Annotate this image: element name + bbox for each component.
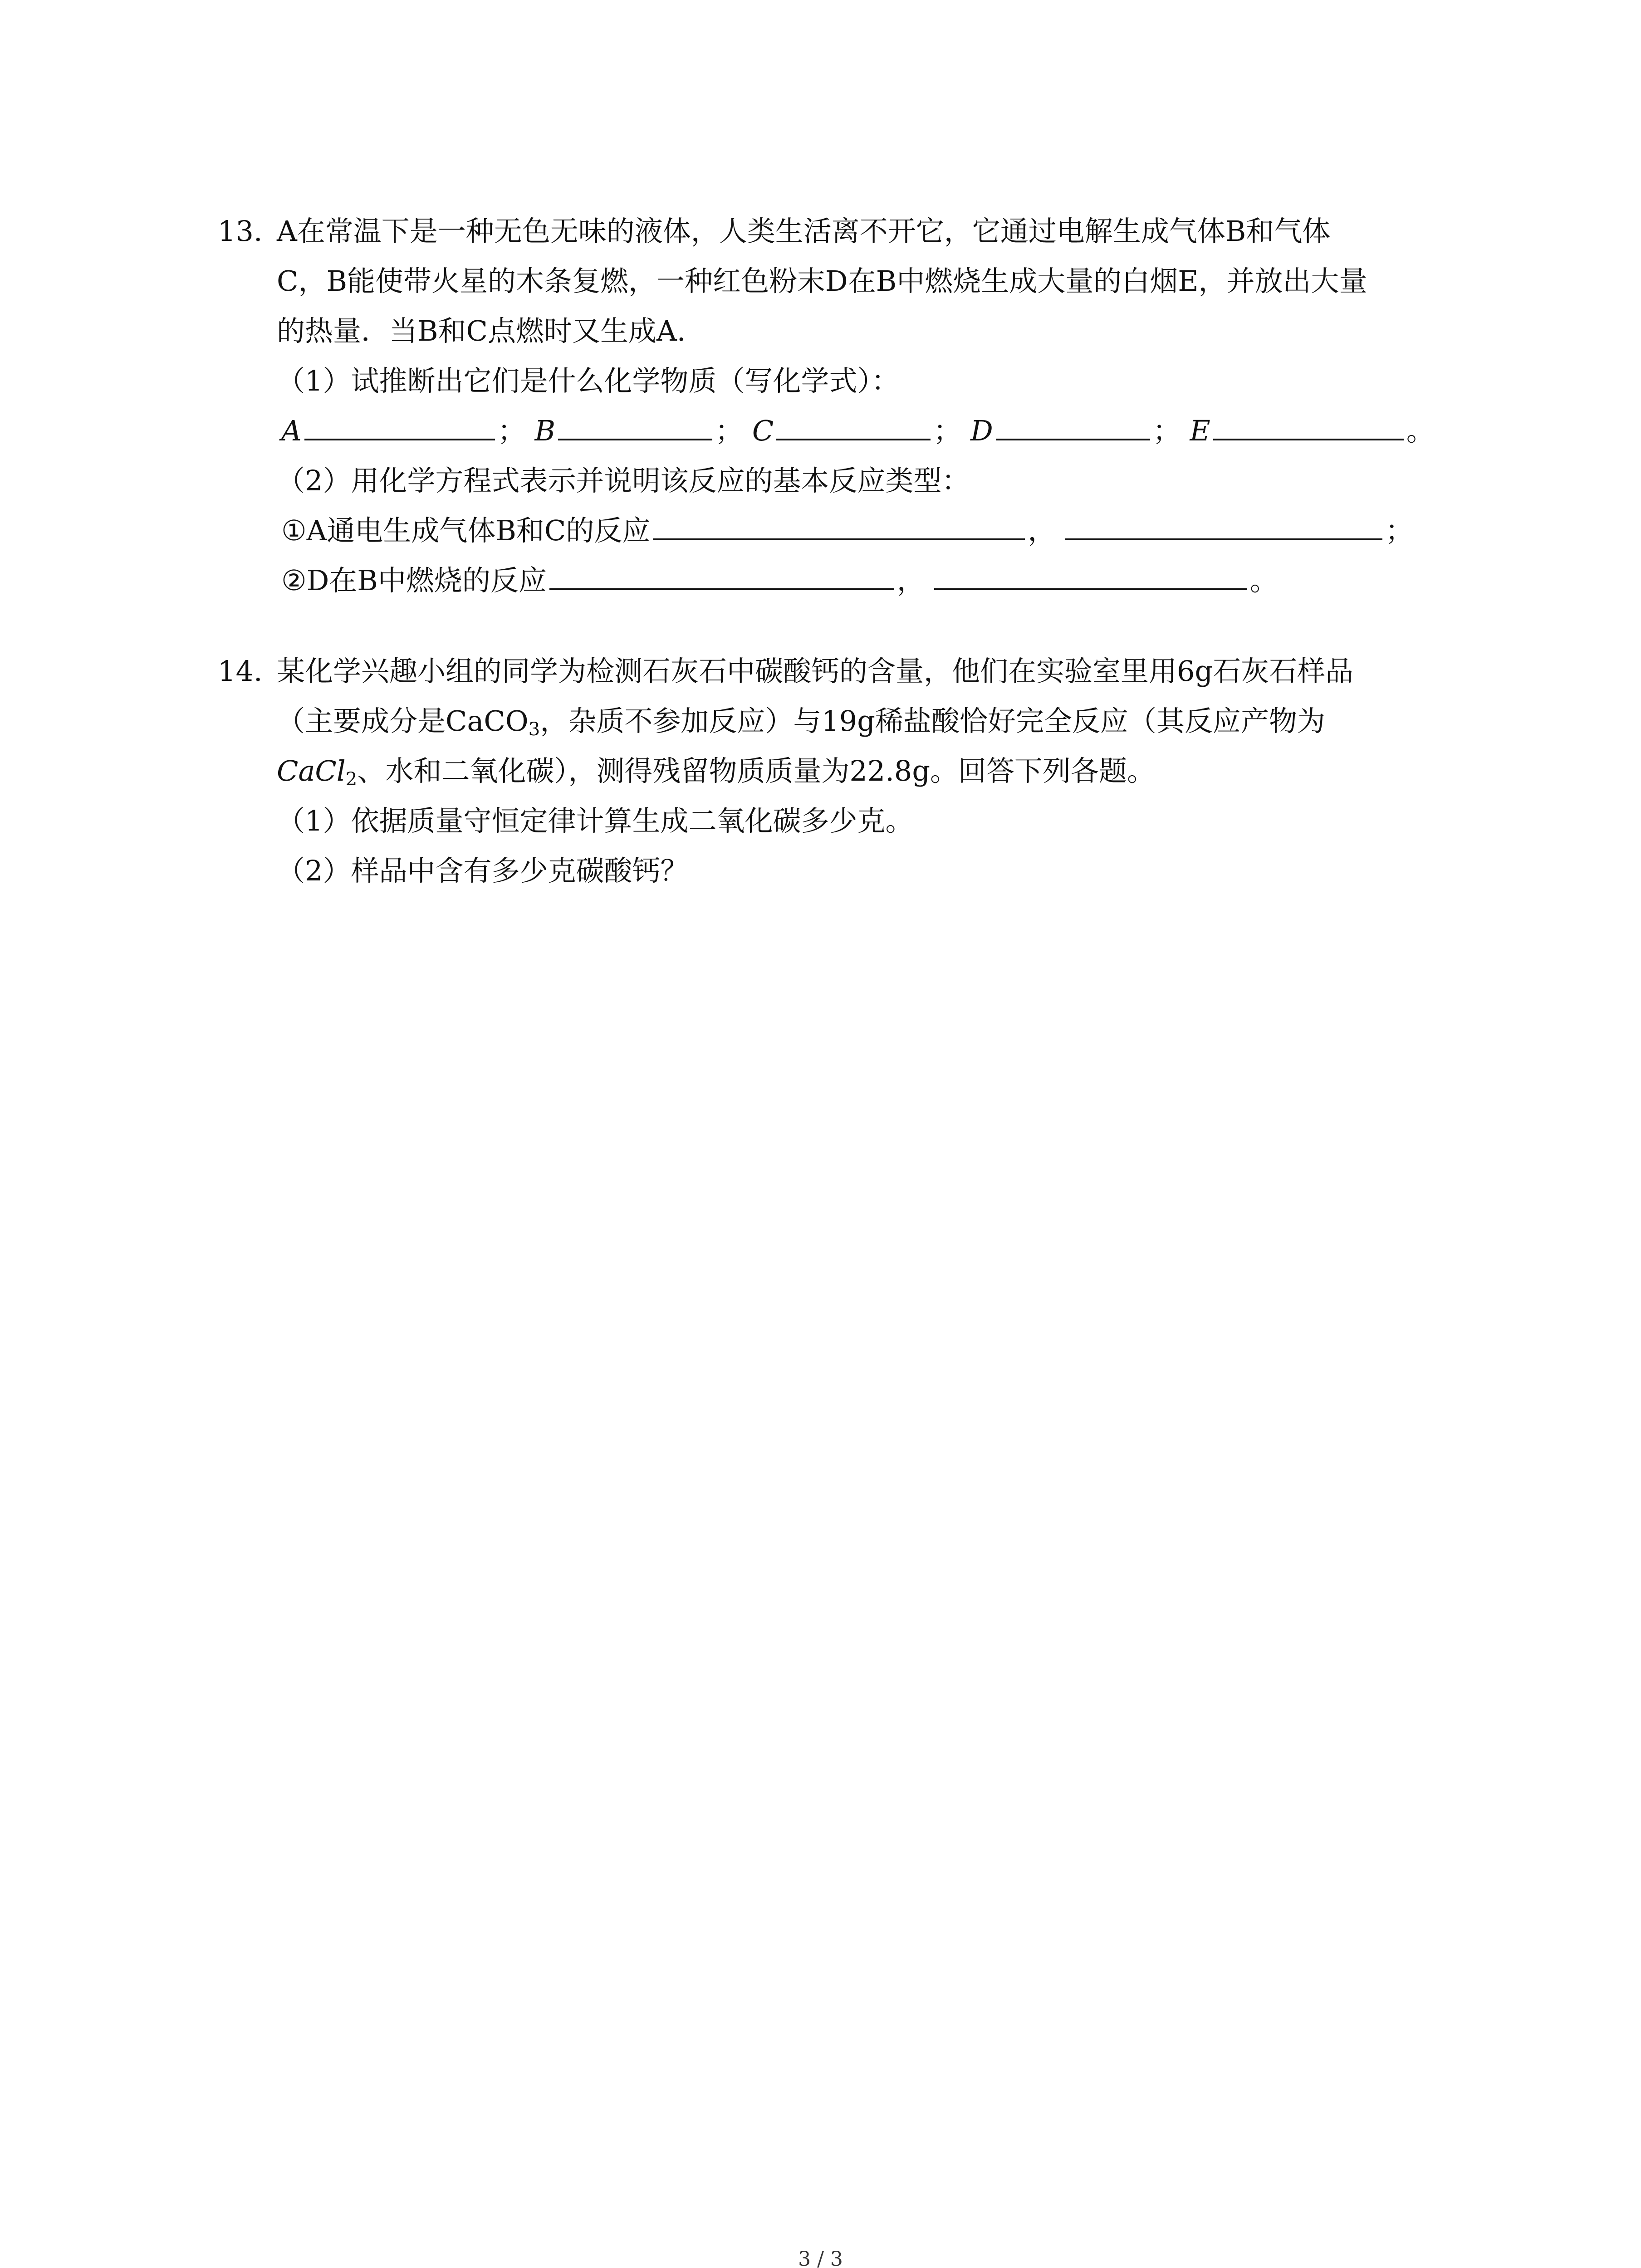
comma: ， bbox=[896, 564, 925, 597]
label-d: D bbox=[970, 414, 993, 447]
separator: ； bbox=[497, 414, 526, 447]
item-1-text: ①A通电生成气体B和C的反应 bbox=[281, 514, 651, 547]
end-mark: 。 bbox=[1249, 564, 1278, 597]
question-number: 14. bbox=[218, 655, 263, 688]
comma: ， bbox=[1028, 514, 1056, 547]
formula-text: CaCl bbox=[277, 754, 346, 787]
separator: ； bbox=[933, 414, 962, 447]
answer-blank-d[interactable] bbox=[996, 413, 1150, 440]
reaction-type-blank-1[interactable] bbox=[1065, 513, 1382, 540]
text-segment: 、水和二氧化碳），测得残留物质质量为22.8g。回答下列各题。 bbox=[357, 754, 1156, 787]
equation-blank-2[interactable] bbox=[549, 563, 894, 590]
separator: ； bbox=[715, 414, 744, 447]
item-2-text: ②D在B中燃烧的反应 bbox=[281, 564, 547, 597]
equation-row-2 bbox=[281, 562, 1278, 599]
formula-answer-row bbox=[281, 413, 1435, 449]
subscript: 3 bbox=[528, 719, 540, 740]
question-13-line-2: C，B能使带火星的木条复燃，一种红色粉末D在B中燃烧生成大量的白烟E，并放出大量 bbox=[277, 264, 1367, 298]
label-b: B bbox=[534, 414, 556, 447]
answer-blank-a[interactable] bbox=[304, 413, 495, 440]
text-segment: ，杂质不参加反应）与19g稀盐酸恰好完全反应（其反应产物为 bbox=[540, 704, 1325, 738]
question-13-line-1: A在常温下是一种无色无味的液体，人类生活离不开它，它通过电解生成气体B和气体 bbox=[277, 215, 1331, 248]
question-14-line-3 bbox=[277, 753, 1155, 797]
question-14-part-1: （1）依据质量守恒定律计算生成二氧化碳多少克。 bbox=[277, 804, 914, 837]
question-number: 13. bbox=[218, 215, 263, 248]
end-mark: ； bbox=[1385, 514, 1414, 547]
answer-blank-e[interactable] bbox=[1213, 413, 1404, 440]
answer-blank-c[interactable] bbox=[776, 413, 931, 440]
label-c: C bbox=[752, 414, 774, 447]
question-14-part-2: （2）样品中含有多少克碳酸钙？ bbox=[277, 854, 689, 887]
question-13-line-3: 的热量．当B和C点燃时又生成A. bbox=[277, 314, 686, 347]
reaction-type-blank-2[interactable] bbox=[934, 563, 1247, 590]
part-2-prompt: （2）用化学方程式表示并说明该反应的基本反应类型： bbox=[277, 464, 970, 497]
question-14-line-2 bbox=[277, 703, 1325, 748]
label-e: E bbox=[1190, 414, 1210, 447]
end-mark: 。 bbox=[1406, 414, 1435, 447]
part-1-prompt: （1）试推断出它们是什么化学物质（写化学式）： bbox=[277, 364, 900, 397]
equation-blank-1[interactable] bbox=[653, 513, 1025, 540]
answer-blank-b[interactable] bbox=[558, 413, 712, 440]
equation-row-1 bbox=[281, 513, 1413, 549]
subscript: 2 bbox=[345, 768, 358, 790]
page-number: 3 / 3 bbox=[798, 2248, 843, 2268]
label-a: A bbox=[281, 414, 302, 447]
text-segment: （主要成分是CaCO bbox=[277, 704, 529, 738]
question-14-line-1: 某化学兴趣小组的同学为检测石灰石中碳酸钙的含量，他们在实验室里用6g石灰石样品 bbox=[277, 655, 1354, 688]
separator: ； bbox=[1152, 414, 1181, 447]
